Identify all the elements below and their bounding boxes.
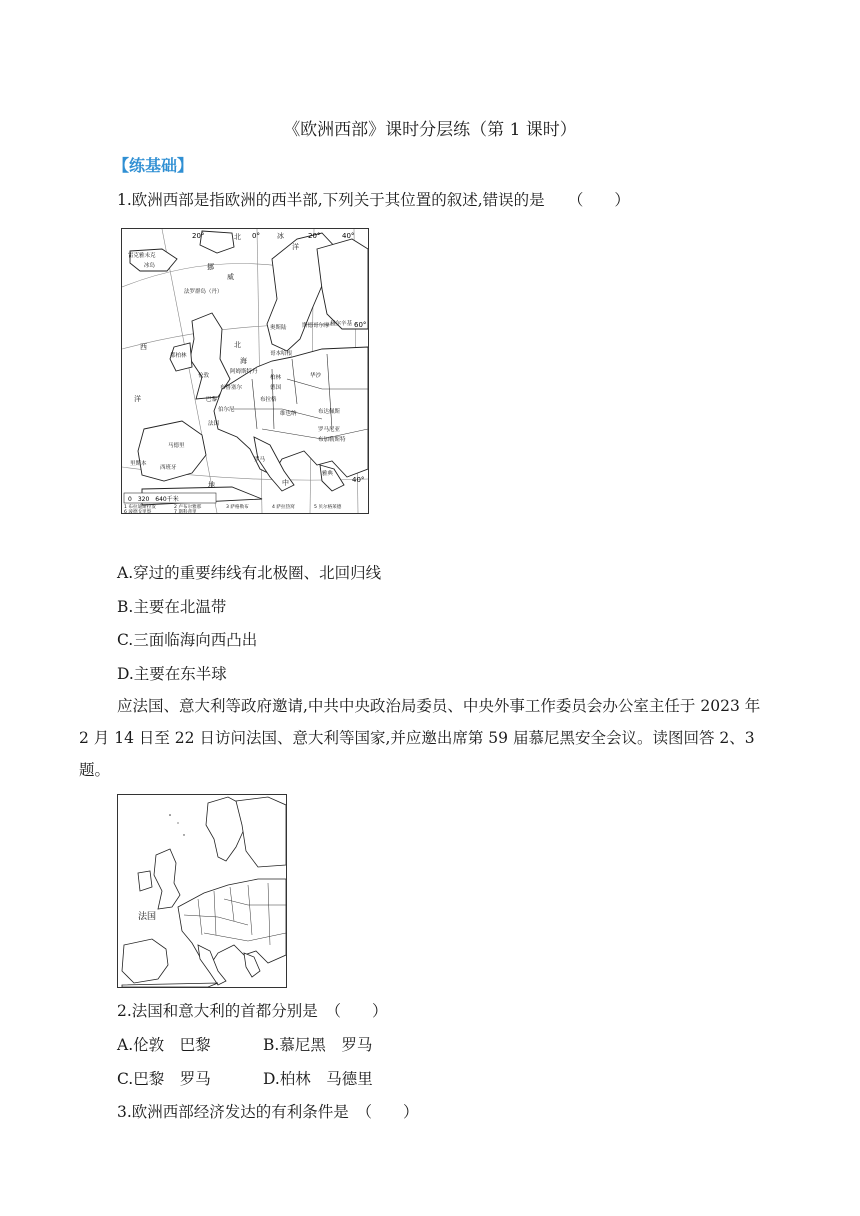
place-label: 冰岛 <box>144 263 156 269</box>
place-label: 德国 <box>270 385 282 391</box>
lon-label-0: 20° <box>192 232 205 240</box>
question-2-option-a: A.伦敦 巴黎 <box>117 1036 211 1054</box>
question-2-option-c: C.巴黎 罗马 <box>117 1070 211 1088</box>
question-1-option-a: A.穿过的重要纬线有北极圈、北回归线 <box>117 564 382 582</box>
question-2-option-b: B.慕尼黑 罗马 <box>263 1036 373 1054</box>
place-label: 法国 <box>208 421 220 427</box>
place-label: 华沙 <box>310 373 322 379</box>
section-heading: 【练基础】 <box>113 156 194 175</box>
place-label: 北 <box>234 233 241 241</box>
place-label: 维也纳 <box>280 411 297 417</box>
question-1-option-d: D.主要在东半球 <box>117 665 227 683</box>
lat-label-0: 60° <box>354 321 367 329</box>
page-title: 《欧洲西部》课时分层练（第 1 课时） <box>283 120 577 140</box>
place-label: 里斯本 <box>130 461 147 467</box>
legend-item: 5 贝尔格莱德 <box>314 505 342 510</box>
place-label: 马德里 <box>168 443 185 449</box>
place-label: 法罗群岛（丹） <box>184 289 223 295</box>
place-label: 都柏林 <box>170 353 187 359</box>
lat-label-1: 40° <box>352 476 365 484</box>
lon-label-2: 20° <box>308 232 321 240</box>
place-label: 挪 <box>207 263 214 271</box>
place-label: 冰 <box>277 232 284 240</box>
europe-map <box>121 228 369 514</box>
place-label: 赫尔辛基 <box>330 321 353 327</box>
legend-item: 6 波德戈里察 <box>124 510 152 513</box>
place-label: 哥本哈根 <box>270 351 293 357</box>
scale-bar-label: 0 320 640千米 <box>128 496 179 503</box>
place-label: 罗马尼亚 <box>318 427 341 433</box>
place-label: 海 <box>240 357 247 365</box>
intro-paragraph: 应法国、意大利等政府邀请,中共中央政治局委员、中央外事工作委员会办公室主任于 2023 年 2 月 14 日至 22 日访问法国、意大利等国家,并应邀出席第 59 届慕尼黑安全会议。读图回答 2、3 题。 <box>79 697 761 779</box>
question-2-option-d: D.柏林 马德里 <box>263 1070 373 1088</box>
place-label: 布加勒斯特 <box>318 437 346 443</box>
place-label: 雅典 <box>322 471 334 477</box>
place-label: 地 <box>208 481 215 489</box>
legend-item: 3 萨格勒布 <box>226 505 249 510</box>
france-label: 法国 <box>138 912 157 922</box>
legend-item: 7 斯科普里 <box>174 510 197 513</box>
question-3-stem: 3.欧洲西部经济发达的有利条件是 （ ） <box>117 1103 419 1121</box>
place-label: 雷克雅未克 <box>128 253 156 259</box>
place-label: 西班牙 <box>160 465 177 471</box>
place-label: 中 <box>282 479 289 487</box>
place-label: 布鲁塞尔 <box>220 385 243 391</box>
place-label: 布拉格 <box>260 397 277 403</box>
place-label: 阿姆斯特丹 <box>230 369 258 375</box>
place-label: 巴黎 <box>206 397 218 403</box>
question-1-option-b: B.主要在北温带 <box>117 598 227 616</box>
place-label: 伯尔尼 <box>218 407 235 413</box>
place-label: 柏林 <box>270 375 282 381</box>
legend-item: 2 卢布尔雅那 <box>174 505 202 510</box>
legend-item: 1 布拉迪斯拉发 <box>124 505 156 510</box>
place-label: 洋 <box>134 395 141 403</box>
europe-map-drawing <box>122 229 368 513</box>
question-1-option-c: C.三面临海向西凸出 <box>117 631 258 649</box>
place-label: 洋 <box>292 243 299 251</box>
place-label: 威 <box>227 273 234 281</box>
place-label: 奥斯陆 <box>270 325 287 331</box>
place-label: 罗马 <box>254 457 266 463</box>
lon-label-3: 40° <box>342 232 355 240</box>
place-label: 斯德哥尔摩 <box>302 323 330 329</box>
place-label: 西 <box>140 343 147 351</box>
lon-label-1: 0° <box>252 232 260 240</box>
place-label: 北 <box>234 341 241 349</box>
europe-outline-drawing <box>118 795 286 987</box>
europe-outline-map <box>117 794 287 988</box>
legend-item: 4 萨拉热窝 <box>272 505 295 510</box>
place-label: 布达佩斯 <box>318 409 341 415</box>
question-2-stem: 2.法国和意大利的首都分别是 （ ） <box>117 1002 388 1020</box>
place-label: 伦敦 <box>198 373 210 379</box>
question-1-stem: 1.欧洲西部是指欧洲的西半部,下列关于其位置的叙述,错误的是 （ ） <box>117 191 630 209</box>
